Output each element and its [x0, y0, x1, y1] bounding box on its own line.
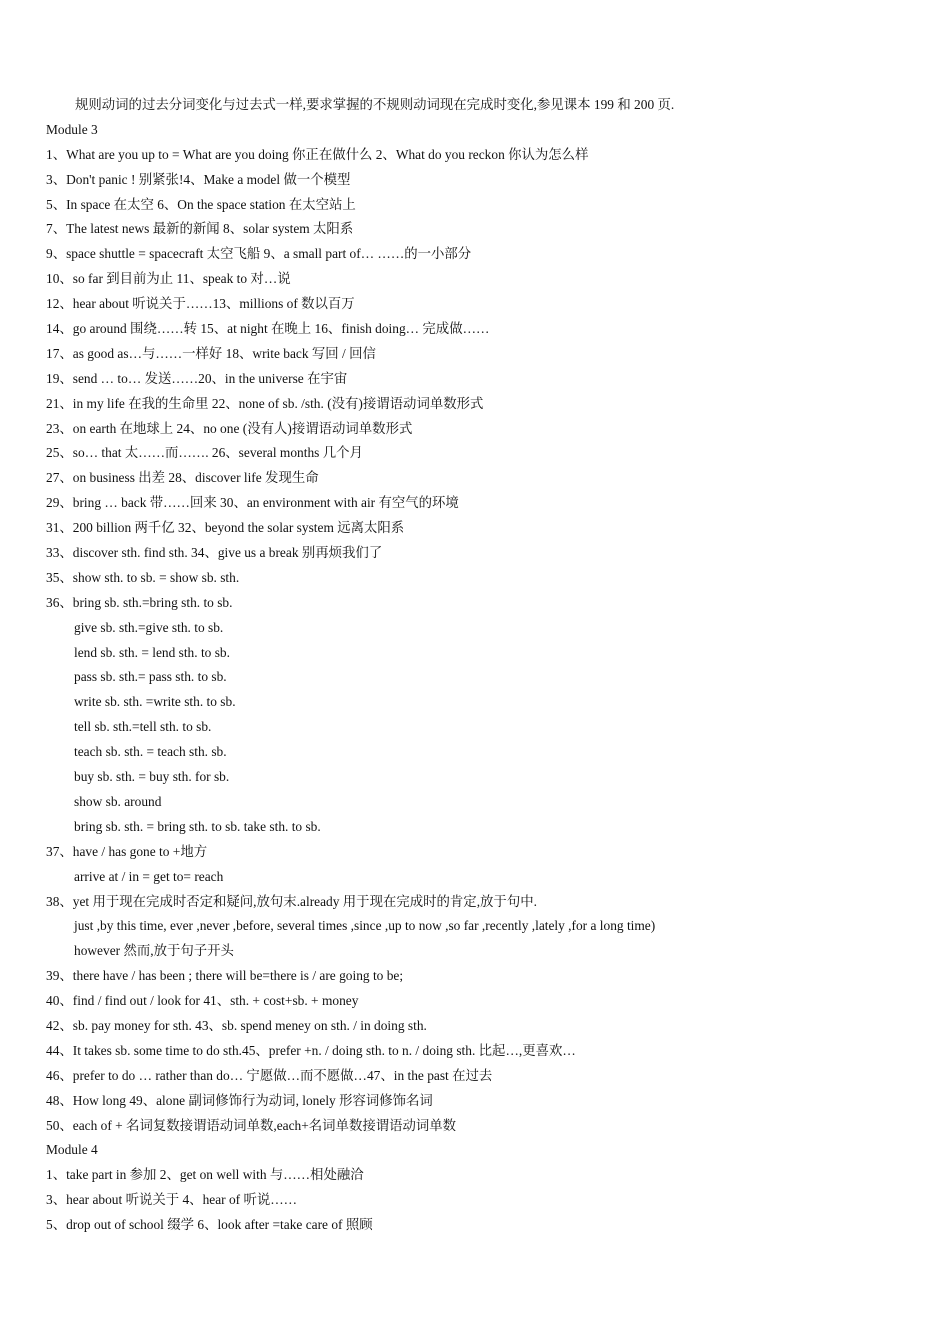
document-line: 10、so far 到目前为止 11、speak to 对…说 — [46, 271, 291, 287]
document-line: 31、200 billion 两千亿 32、beyond the solar system 远离太阳系 — [46, 520, 405, 536]
document-line: 1、take part in 参加 2、get on well with 与……相处融洽 — [46, 1167, 364, 1183]
document-line: 5、drop out of school 缀学 6、look after =take care of 照顾 — [46, 1217, 373, 1233]
document-line: arrive at / in = get to= reach — [74, 868, 224, 884]
document-line: 35、show sth. to sb. = show sb. sth. — [46, 569, 240, 585]
document-line: 7、The latest news 最新的新闻 8、solar system 太阳系 — [46, 221, 354, 237]
document-line: just ,by this time, ever ,never ,before, several times ,since ,up to now ,so far ,recently ,lately ,for a long time) — [74, 918, 656, 934]
document-line: 19、send … to… 发送……20、in the universe 在宇宙 — [46, 370, 348, 386]
document-line: 37、have / has gone to +地方 — [46, 843, 208, 859]
document-line: 48、How long 49、alone 副词修饰行为动词, lonely 形容词修饰名词 — [46, 1092, 433, 1108]
document-line: however 然而,放于句子开头 — [74, 943, 234, 959]
document-line: show sb. around — [74, 793, 162, 809]
document-line: 40、find / find out / look for 41、sth. + cost+sb. + money — [46, 993, 359, 1009]
lines-container — [46, 118, 906, 1238]
document-line: 27、on business 出差 28、discover life 发现生命 — [46, 470, 319, 486]
document-line: give sb. sth.=give sth. to sb. — [74, 619, 224, 635]
document-line: 23、on earth 在地球上 24、no one (没有人)接谓语动词单数形式 — [46, 420, 413, 436]
document-line: bring sb. sth. = bring sth. to sb. take sth. to sb. — [74, 818, 321, 834]
document-body — [46, 93, 906, 1238]
document-line: lend sb. sth. = lend sth. to sb. — [74, 644, 230, 660]
document-line: 33、discover sth. find sth. 34、give us a break 别再烦我们了 — [46, 545, 383, 561]
document-line: 9、space shuttle = spacecraft 太空飞船 9、a small part of… ……的一小部分 — [46, 246, 472, 262]
document-line: 46、prefer to do … rather than do… 宁愿做…而不愿做…47、in the past 在过去 — [46, 1067, 493, 1083]
document-line: tell sb. sth.=tell sth. to sb. — [74, 719, 212, 735]
document-line: 36、bring sb. sth.=bring sth. to sb. — [46, 594, 233, 610]
section-heading: Module 4 — [46, 1142, 98, 1158]
document-line: 29、bring … back 带……回来 30、an environment with air 有空气的环境 — [46, 495, 459, 511]
document-line: 1、What are you up to = What are you doing 你正在做什么 2、What do you reckon 你认为怎么样 — [46, 146, 589, 162]
document-line: 38、yet 用于现在完成时否定和疑问,放句末.already 用于现在完成时的肯定,放于句中. — [46, 893, 537, 909]
document-line: 3、Don't panic ! 别紧张!4、Make a model 做一个模型 — [46, 171, 351, 187]
document-line: 17、as good as…与……一样好 18、write back 写回 / 回信 — [46, 345, 376, 361]
document-line: write sb. sth. =write sth. to sb. — [74, 694, 236, 710]
document-line: 50、each of + 名词复数接谓语动词单数,each+名词单数接谓语动词单数 — [46, 1117, 457, 1133]
document-line: 39、there have / has been ; there will be=there is / are going to be; — [46, 968, 404, 984]
document-line: 21、in my life 在我的生命里 22、none of sb. /sth. (没有)接谓语动词单数形式 — [46, 395, 484, 411]
section-heading: Module 3 — [46, 121, 98, 137]
document-line: 25、so… that 太……而……. 26、several months 几个月 — [46, 445, 363, 461]
document-line: 12、hear about 听说关于……13、millions of 数以百万 — [46, 296, 355, 312]
document-line: 44、It takes sb. some time to do sth.45、prefer +n. / doing sth. to n. / doing sth. 比起…,更喜欢… — [46, 1042, 576, 1058]
document-line: 5、In space 在太空 6、On the space station 在太空站上 — [46, 196, 356, 212]
document-line: pass sb. sth.= pass sth. to sb. — [74, 669, 227, 685]
document-line: buy sb. sth. = buy sth. for sb. — [74, 769, 230, 785]
document-line: 42、sb. pay money for sth. 43、sb. spend meney on sth. / in doing sth. — [46, 1017, 427, 1033]
document-line: teach sb. sth. = teach sth. sb. — [74, 744, 227, 760]
intro-paragraph: 规则动词的过去分词变化与过去式一样,要求掌握的不规则动词现在完成时变化,参见课本 199 和 200 页. — [75, 97, 675, 112]
document-line: 3、hear about 听说关于 4、hear of 听说…… — [46, 1192, 298, 1208]
document-line: 14、go around 围绕……转 15、at night 在晚上 16、finish doing… 完成做…… — [46, 321, 490, 337]
